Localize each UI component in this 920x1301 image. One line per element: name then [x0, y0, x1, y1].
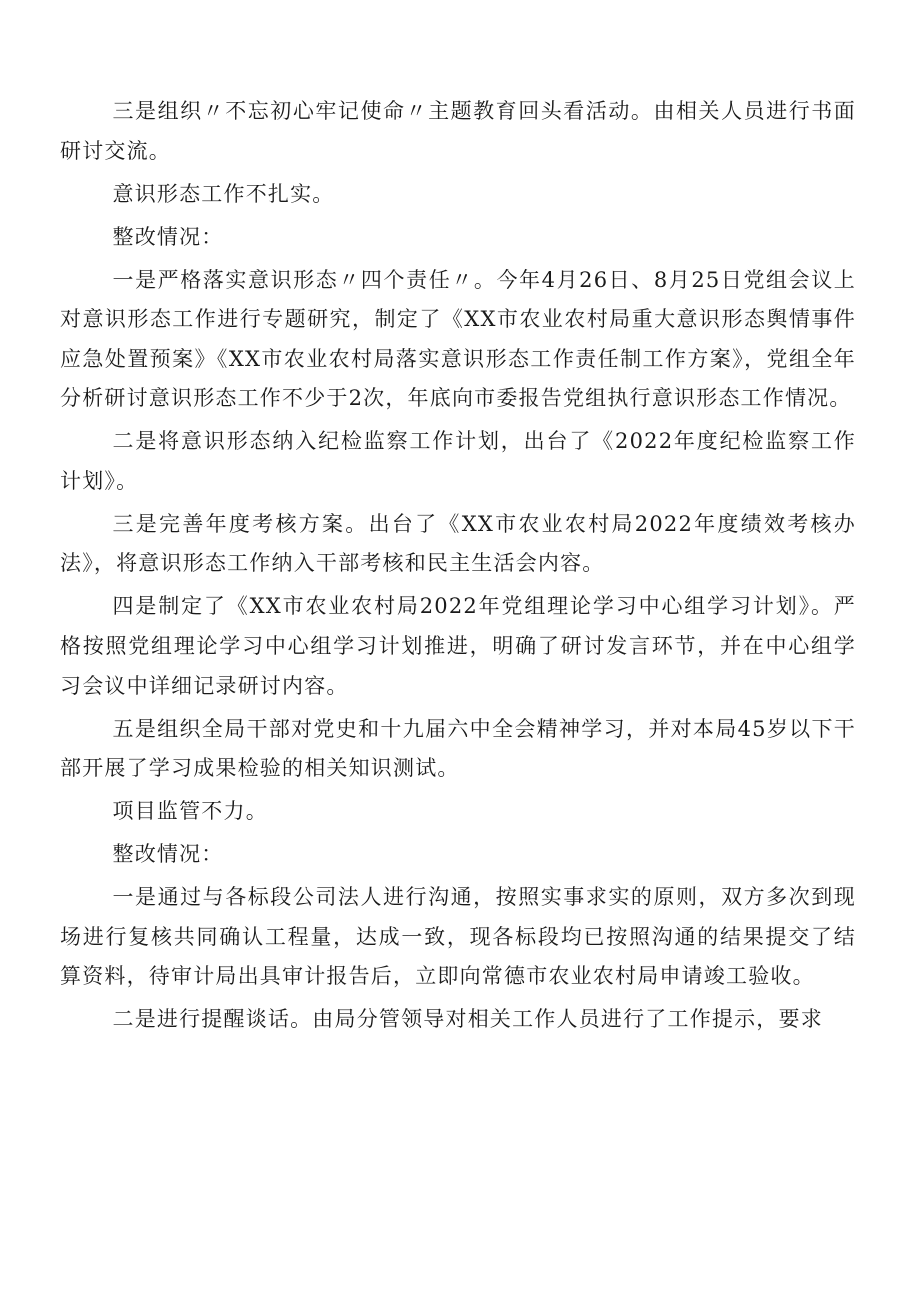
- paragraph-11: 一是通过与各标段公司法人进行沟通，按照实事求实的原则，双方多次到现场进行复核共同确认工程量，达成一致，现各标段均已按照沟通的结果提交了结算资料，待审计局出具审计报告后，立即向常德市农业农村局申请竣工验收。: [60, 885, 856, 989]
- paragraph-6: 三是完善年度考核方案。出台了《XX市农业农村局2022年度绩效考核办法》，将意识形态工作纳入干部考核和民主生活会内容。: [60, 511, 856, 576]
- paragraph-7: 四是制定了《XX市农业农村局2022年党组理论学习中心组学习计划》。严格按照党组理论学习中心组学习计划推进，明确了研讨发言环节，并在中心组学习会议中详细记录研讨内容。: [60, 594, 856, 698]
- paragraph-8: 五是组织全局干部对党史和十九届六中全会精神学习，并对本局45岁以下干部开展了学习成果检验的相关知识测试。: [60, 716, 856, 781]
- paragraph-10: 整改情况：: [112, 842, 224, 867]
- paragraph-2: 意识形态工作不扎实。: [112, 181, 335, 206]
- document-body: [60, 92, 856, 1043]
- paragraph-12: 二是进行提醒谈话。由局分管领导对相关工作人员进行了工作提示，要求: [112, 1007, 823, 1032]
- paragraph-4: 一是严格落实意识形态〃四个责任〃。今年4月26日、8月25日党组会议上对意识形态工作进行专题研究，制定了《XX市农业农村局重大意识形态舆情事件应急处置预案》《XX市农业农村局落实意识形态工作责任制工作方案》，党组全年分析研讨意识形态工作不少于2次，年底向市委报告党组执行意识形态工作情况。: [60, 267, 856, 411]
- paragraph-9: 项目监管不力。: [112, 799, 268, 824]
- paragraph-1: 三是组织〃不忘初心牢记使命〃主题教育回头看活动。由相关人员进行书面研讨交流。: [60, 99, 856, 163]
- paragraph-5: 二是将意识形态纳入纪检监察工作计划，出台了《2022年度纪检监察工作计划》。: [60, 429, 856, 493]
- paragraph-3: 整改情况：: [112, 224, 224, 249]
